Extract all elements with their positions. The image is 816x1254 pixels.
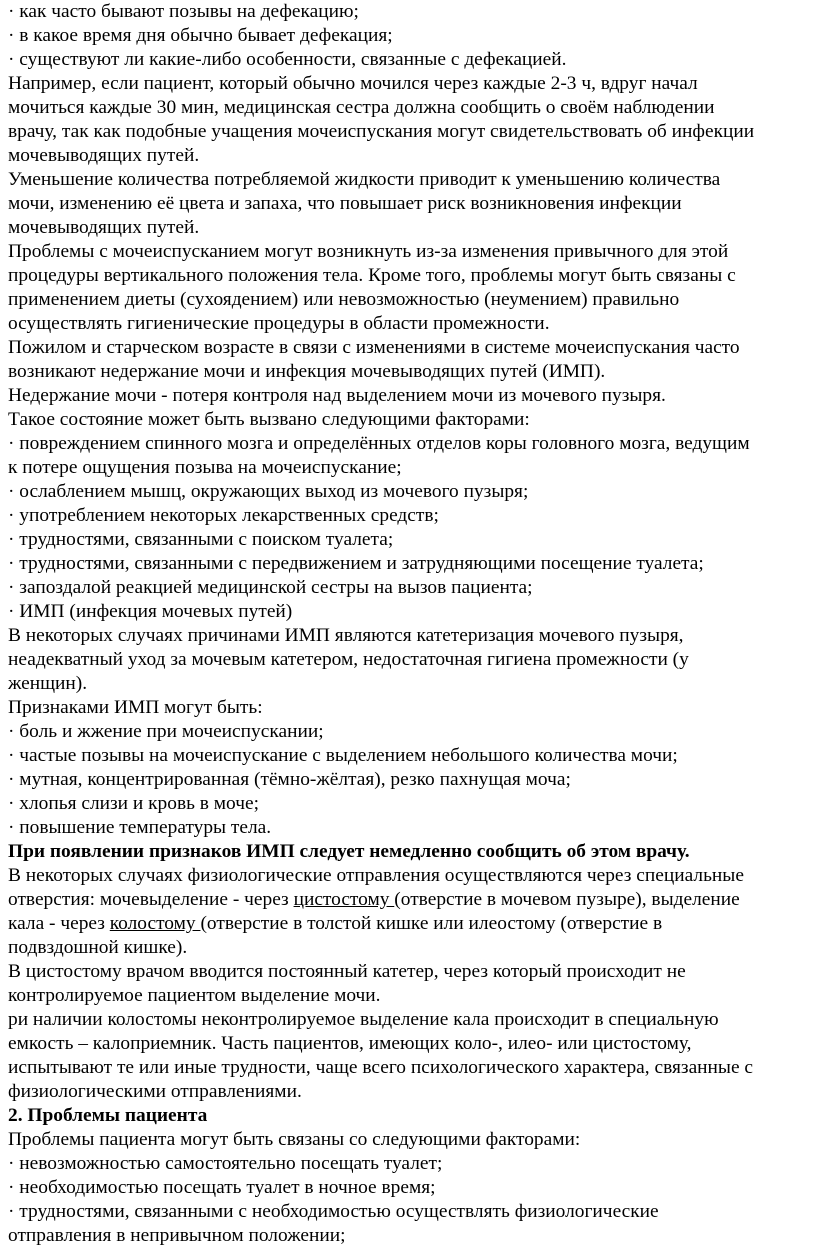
text-line: осуществлять гигиенические процедуры в области промежности. xyxy=(8,313,550,334)
text-line: · невозможностью самостоятельно посещать туалет; xyxy=(8,1153,443,1174)
text-line: мочевыводящих путей. xyxy=(8,145,200,166)
text-line: контролируемое пациентом выделение мочи. xyxy=(8,985,381,1006)
text-line: · трудностями, связанными с необходимостью осуществлять физиологические xyxy=(8,1201,659,1222)
text-line xyxy=(8,888,806,912)
text-line: Недержание мочи - потеря контроля над выделением мочи из мочевого пузыря. xyxy=(8,385,666,406)
text-line: · повреждением спинного мозга и определённых отделов коры головного мозга, ведущим xyxy=(8,433,750,454)
text-line: В некоторых случаях физиологические отправления осуществляются через специальные xyxy=(8,865,744,886)
text-line xyxy=(8,912,806,936)
text-line: Например, если пациент, который обычно мочился через каждые 2-3 ч, вдруг начал xyxy=(8,73,698,94)
text-line: подвздошной кишке). xyxy=(8,937,188,958)
bold-warning: При появлении признаков ИМП следует немедленно сообщить об этом врачу. xyxy=(8,841,690,862)
underlined-term-colostomy: колостому xyxy=(109,913,201,934)
text-line: мочи, изменению её цвета и запаха, что повышает риск возникновения инфекции xyxy=(8,193,682,214)
text-line: · трудностями, связанными с поиском туалета; xyxy=(8,529,394,550)
text-line: · как часто бывают позывы на дефекацию; xyxy=(8,1,359,22)
text-line: Признаками ИМП могут быть: xyxy=(8,697,263,718)
text-line: · существуют ли какие-либо особенности, связанные с дефекацией. xyxy=(8,49,567,70)
text-line: к потере ощущения позыва на мочеиспускание; xyxy=(8,457,402,478)
text-line: Уменьшение количества потребляемой жидкости приводит к уменьшению количества xyxy=(8,169,721,190)
text-line: возникают недержание мочи и инфекция мочевыводящих путей (ИМП). xyxy=(8,361,606,382)
text-line: · употреблением некоторых лекарственных средств; xyxy=(8,505,439,526)
text-line: · запоздалой реакцией медицинской сестры на вызов пациента; xyxy=(8,577,533,598)
text-line: применением диеты (сухоядением) или невозможностью (неумением) правильно xyxy=(8,289,680,310)
text-line: Такое состояние может быть вызвано следующими факторами: xyxy=(8,409,530,430)
text-line: Пожилом и старческом возрасте в связи с изменениями в системе мочеиспускания часто xyxy=(8,337,740,358)
text-line: Проблемы пациента могут быть связаны со следующими факторами: xyxy=(8,1129,581,1150)
text-line: · повышение температуры тела. xyxy=(8,817,272,838)
text-line: В некоторых случаях причинами ИМП являются катетеризация мочевого пузыря, xyxy=(8,625,684,646)
text-line: · ИМП (инфекция мочевых путей) xyxy=(8,601,293,622)
text-line: В цистостому врачом вводится постоянный катетер, через который происходит не xyxy=(8,961,686,982)
text-line: физиологическими отправлениями. xyxy=(8,1081,302,1102)
text-line: отправления в непривычном положении; xyxy=(8,1225,346,1246)
text-line: · частые позывы на мочеиспускание с выделением небольшого количества мочи; xyxy=(8,745,678,766)
text-line: процедуры вертикального положения тела. Кроме того, проблемы могут быть связаны с xyxy=(8,265,736,286)
text-line: · хлопья слизи и кровь в моче; xyxy=(8,793,259,814)
text-line: неадекватный уход за мочевым катетером, недостаточная гигиена промежности (у xyxy=(8,649,689,670)
text-line: женщин). xyxy=(8,673,88,694)
underlined-term-cystostomy: цистостому xyxy=(293,889,395,910)
text-line: емкость – калоприемник. Часть пациентов, имеющих коло-, илео- или цистостому, xyxy=(8,1033,692,1054)
document-text xyxy=(8,0,806,1248)
text-line: ри наличии колостомы неконтролируемое выделение кала происходит в специальную xyxy=(8,1009,719,1030)
text-span: (отверстие в толстой кишке или илеостому (отверстие в xyxy=(200,913,663,934)
text-line: · трудностями, связанными с передвижением и затрудняющими посещение туалета; xyxy=(8,553,704,574)
text-line: · мутная, концентрированная (тёмно-жёлтая), резко пахнущая моча; xyxy=(8,769,571,790)
text-line: · в какое время дня обычно бывает дефекация; xyxy=(8,25,393,46)
text-span: кала - через xyxy=(8,913,110,934)
text-line: · ослаблением мышц, окружающих выход из мочевого пузыря; xyxy=(8,481,529,502)
text-line: мочиться каждые 30 мин, медицинская сестра должна сообщить о своём наблюдении xyxy=(8,97,715,118)
section-heading: 2. Проблемы пациента xyxy=(8,1105,208,1126)
text-line: мочевыводящих путей. xyxy=(8,217,200,238)
text-line: испытывают те или иные трудности, чаще всего психологического характера, связанные с xyxy=(8,1057,754,1078)
text-line: Проблемы с мочеиспусканием могут возникнуть из-за изменения привычного для этой xyxy=(8,241,729,262)
text-line: · боль и жжение при мочеиспускании; xyxy=(8,721,324,742)
text-line: · необходимостью посещать туалет в ночное время; xyxy=(8,1177,436,1198)
text-line: врачу, так как подобные учащения мочеиспускания могут свидетельствовать об инфекции xyxy=(8,121,755,142)
text-span: (отверстие в мочевом пузыре), выделение xyxy=(394,889,740,910)
text-span: отверстия: мочевыделение - через xyxy=(8,889,294,910)
